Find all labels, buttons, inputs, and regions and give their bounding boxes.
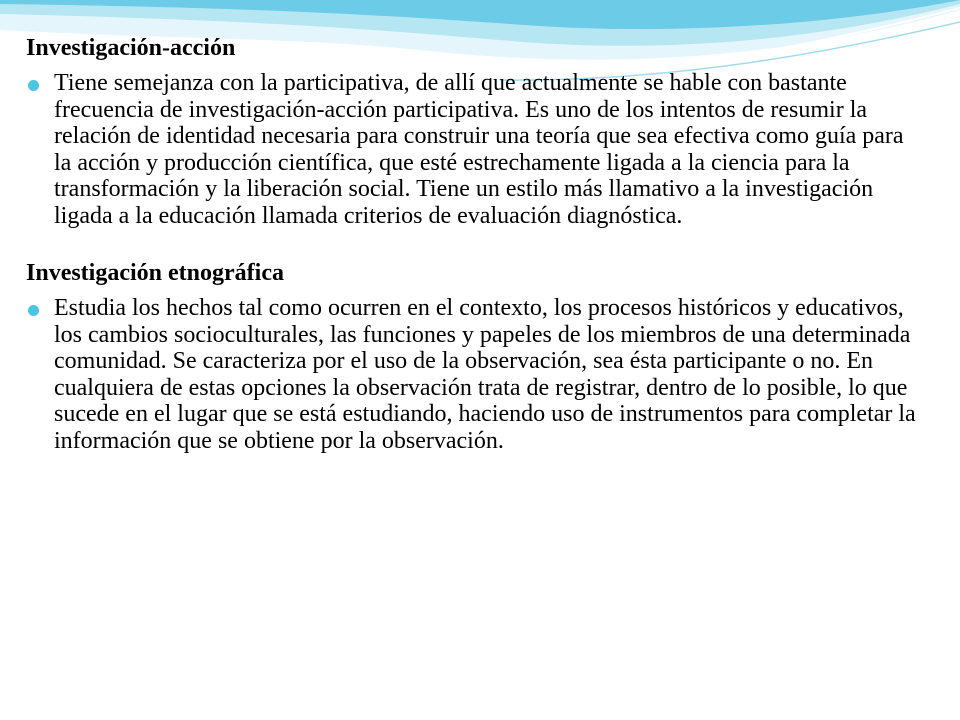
bullet-dot-icon: [28, 80, 39, 91]
section-investigacion-etnografica: [26, 259, 926, 454]
slide-content: [26, 34, 926, 454]
bullet-dot-icon: [28, 305, 39, 316]
section-spacer: [26, 229, 926, 259]
section-heading: Investigación-acción: [26, 35, 236, 61]
bullet-item: [26, 70, 926, 229]
section-investigacion-accion: [26, 34, 926, 229]
bullet-item: [26, 295, 926, 454]
section-heading: Investigación etnográfica: [26, 260, 284, 286]
bullet-text: Tiene semejanza con la participativa, de allí que actualmente se hable con bastante frecuencia de investigación-acción participativa. Es uno de los intentos de resumir la relación de identidad necesaria para construir una teoría que sea efectiva como guía para la acción y producción científica, que esté estrechamente ligada a la ciencia para la transformación y la liberación social. Tiene un estilo más llamativo a la investigación ligada a la educación llamada criterios de evaluación diagnóstica.: [54, 70, 904, 229]
bullet-text: Estudia los hechos tal como ocurren en el contexto, los procesos históricos y educativos, los cambios socioculturales, las funciones y papeles de los miembros de una determinada comunidad. Se caracteriza por el uso de la observación, sea ésta participante o no. En cualquiera de estas opciones la observación trata de registrar, dentro de lo posible, lo que sucede en el lugar que se está estudiando, haciendo uso de instrumentos para completar la información que se obtiene por la observación.: [54, 295, 916, 454]
